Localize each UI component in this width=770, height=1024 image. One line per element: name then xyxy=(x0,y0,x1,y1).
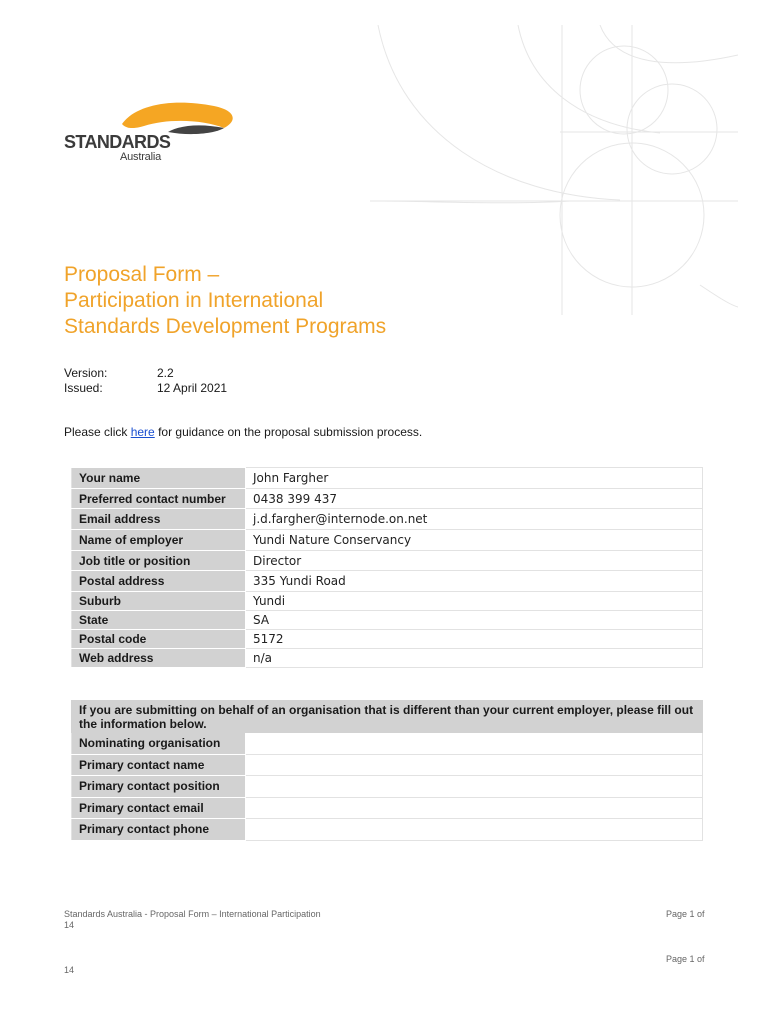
table-row xyxy=(72,776,703,798)
field-value[interactable]: Director xyxy=(246,550,703,571)
field-value[interactable]: Yundi Nature Conservancy xyxy=(246,530,703,551)
field-value[interactable]: 0438 399 437 xyxy=(246,488,703,509)
field-value[interactable]: 335 Yundi Road xyxy=(246,571,703,592)
field-value[interactable] xyxy=(246,754,703,776)
field-label: Primary contact phone xyxy=(72,819,246,841)
field-value[interactable]: j.d.fargher@internode.on.net xyxy=(246,509,703,530)
field-value[interactable]: John Fargher xyxy=(246,468,703,489)
guidance-text xyxy=(64,425,422,439)
field-value[interactable] xyxy=(246,776,703,798)
decorative-line-art xyxy=(370,25,738,315)
table-row xyxy=(72,611,703,630)
field-label: Primary contact name xyxy=(72,754,246,776)
issued-value: 12 April 2021 xyxy=(157,381,228,395)
field-value[interactable]: 5172 xyxy=(246,630,703,649)
field-label: State xyxy=(72,611,246,630)
table-row xyxy=(72,754,703,776)
table-row xyxy=(72,509,703,530)
table-row xyxy=(72,733,703,755)
table-row xyxy=(72,592,703,611)
page-title xyxy=(64,262,386,340)
table-row xyxy=(72,530,703,551)
table-row xyxy=(72,819,703,841)
guidance-prefix: Please click xyxy=(64,425,131,439)
field-label: Job title or position xyxy=(72,550,246,571)
field-value[interactable]: SA xyxy=(246,611,703,630)
field-label: Email address xyxy=(72,509,246,530)
footer-page-label: Page 1 of xyxy=(666,909,705,919)
field-value[interactable]: n/a xyxy=(246,649,703,668)
organisation-instructions: If you are submitting on behalf of an organisation that is different than your current employer, please fill out the information below. xyxy=(72,701,703,733)
field-value[interactable] xyxy=(246,797,703,819)
title-line-2: Participation in International xyxy=(64,289,324,312)
table-row xyxy=(72,797,703,819)
field-value[interactable] xyxy=(246,733,703,755)
table-row xyxy=(72,649,703,668)
applicant-details-table xyxy=(71,467,703,668)
table-row xyxy=(72,468,703,489)
guidance-link[interactable]: here xyxy=(130,425,155,439)
document-meta xyxy=(64,366,227,396)
field-value[interactable]: Yundi xyxy=(246,592,703,611)
field-label: Your name xyxy=(72,468,246,489)
organisation-details-table xyxy=(71,700,703,841)
table-heading-row xyxy=(72,701,703,733)
field-label: Suburb xyxy=(72,592,246,611)
title-line-1: Proposal Form – xyxy=(64,263,220,286)
table-row xyxy=(72,550,703,571)
footer-page-number: 14 xyxy=(64,920,75,930)
field-label: Name of employer xyxy=(72,530,246,551)
footer-document-title: Standards Australia - Proposal Form – International Participation xyxy=(64,909,321,919)
version-value: 2.2 xyxy=(157,366,174,380)
logo-wordmark: STANDARDS xyxy=(64,132,171,152)
field-label: Preferred contact number xyxy=(72,488,246,509)
table-row xyxy=(72,571,703,592)
footer-page-number-2: 14 xyxy=(64,965,75,975)
field-label: Web address xyxy=(72,649,246,668)
table-row xyxy=(72,630,703,649)
field-label: Postal code xyxy=(72,630,246,649)
title-line-3: Standards Development Programs xyxy=(64,315,387,338)
version-label: Version: xyxy=(64,366,108,380)
field-value[interactable] xyxy=(246,819,703,841)
guidance-suffix: for guidance on the proposal submission process. xyxy=(154,425,423,439)
table-row xyxy=(72,488,703,509)
standards-australia-logo xyxy=(64,98,244,168)
field-label: Postal address xyxy=(72,571,246,592)
logo-subtitle: Australia xyxy=(120,151,161,163)
field-label: Primary contact position xyxy=(72,776,246,798)
footer-page-label-2: Page 1 of xyxy=(666,954,705,964)
field-label: Nominating organisation xyxy=(72,733,246,755)
issued-label: Issued: xyxy=(64,381,103,395)
field-label: Primary contact email xyxy=(72,797,246,819)
